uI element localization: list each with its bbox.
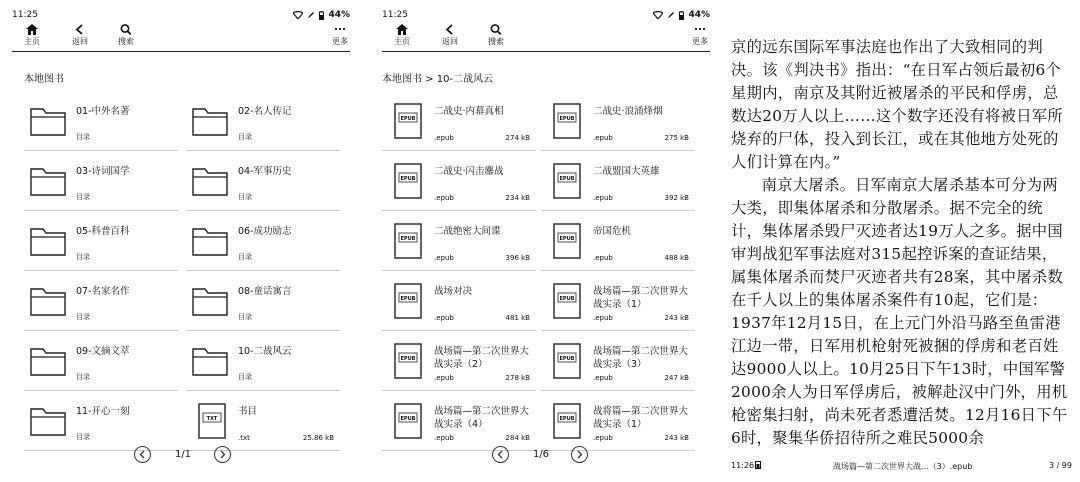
item-type: 目录 [238,373,252,381]
prev-page-button[interactable] [492,446,509,463]
epub-file-icon [553,283,581,323]
file-type-badge: EPUB [400,176,416,182]
item-name: 战场篇—第二次世界大战实录（4） [434,406,530,430]
folder-icon [192,166,228,200]
epub-file-icon [394,223,422,263]
book-tile[interactable] [382,211,536,271]
item-type: .epub [434,314,454,322]
folder-icon [192,346,228,380]
text-paragraph: 京的远东国际军事法庭也作出了大致相同的判决。该《判决书》指出：“在日军占领后最初6个星期内，南京及其附近被屠杀的平民和俘虏，总数达20万人以上……这个数字还没有将被日军所烧弃的尸体，投入到长江，或在其他地方处死的人们计算在内。” [731,38,1064,171]
folder-tile[interactable] [24,211,178,271]
book-tile[interactable] [382,331,536,391]
book-tile[interactable] [186,391,340,451]
item-type: 目录 [238,193,252,201]
item-name: 二战绝密大间谍 [434,226,501,237]
search-button[interactable] [108,24,144,47]
item-name: 07-名家名作 [76,286,130,297]
next-page-button[interactable] [571,446,588,463]
item-name: 战场对决 [434,286,473,297]
epub-file-icon [394,163,422,203]
reader-book-title: 战场篇—第二次世界大战...（3）.epub [833,462,973,471]
item-type: .epub [593,134,613,142]
status-bar [12,10,350,24]
book-tile[interactable] [382,151,536,211]
book-tile[interactable] [541,391,695,451]
home-label: 主页 [394,37,410,46]
folder-icon [192,226,228,260]
item-name: 03-诗词国学 [76,166,130,177]
reading-page-text [731,36,1071,450]
folder-icon [192,286,228,320]
more-button[interactable] [682,24,718,47]
epub-file-icon [394,283,422,323]
file-type-badge: TXT [206,416,218,422]
item-size: 243 kB [664,314,689,322]
toolbar [12,24,350,52]
book-tile[interactable] [541,271,695,331]
item-type: .epub [434,134,454,142]
folder-tile[interactable] [186,271,340,331]
item-size: 274 kB [505,134,530,142]
file-type-badge: EPUB [559,296,575,302]
file-type-badge: EPUB [400,296,416,302]
text-paragraph: 南京大屠杀。日军南京大屠杀基本可分为两大类，即集体屠杀和分散屠杀。据不完全的统计，集体屠杀毁尸灭迹者达19万人之多。据中国审判战犯军事法庭对315起控诉案的查证结果，属集体屠杀而焚尸灭迹者共有28案，其中屠杀数在千人以上的集体屠杀案件有10起，它们是：1937年12月15日，在上元门外沿马路至鱼雷港江边一带，日军用机枪射死被捆的俘虏和老百姓达9000人以上。10月25日下午13时，中国军警2000余人为日军俘虏后，被解赴汉中门外，用机枪密集扫射，尚未死者悉遭活焚。12月16日下午6时，聚集华侨招待所之难民5000余 [731,176,1068,447]
item-name: 01-中外名著 [76,106,130,117]
folder-tile[interactable] [24,91,178,151]
book-tile[interactable] [382,271,536,331]
book-tile[interactable] [541,211,695,271]
search-icon [478,24,514,35]
item-name: 战场篇—第二次世界大战实录（3） [593,346,689,370]
epub-file-icon [553,223,581,263]
pagination [0,446,360,464]
battery-level: 44% [328,10,350,20]
page-indicator: 1/1 [174,449,192,460]
item-name: 06-成功励志 [238,226,292,237]
item-size: 488 kB [664,254,689,262]
search-label: 搜索 [488,37,504,46]
wifi-icon [653,11,663,19]
chevron-left-icon [62,24,98,35]
wifi-icon [293,11,303,19]
txt-file-icon [198,403,226,443]
chevron-left-icon [432,24,468,35]
breadcrumb[interactable]: 本地图书 > 10-二战风云 [382,74,494,85]
reader-page-number: 3 / 99 [1048,461,1072,470]
item-type: .epub [434,374,454,382]
more-label: 更多 [332,37,348,46]
battery-level: 44% [688,10,710,20]
folder-tile[interactable] [186,211,340,271]
item-type: .epub [593,314,613,322]
more-label: 更多 [692,37,708,46]
item-name: 09-文摘文萃 [76,346,130,357]
item-type: 目录 [76,373,90,381]
epub-file-icon [394,403,422,443]
page-indicator: 1/6 [532,449,550,460]
status-time: 11:25 [12,10,38,20]
item-name: 08-童话寓言 [238,286,292,297]
file-type-badge: EPUB [400,116,416,122]
file-type-badge: EPUB [400,356,416,362]
book-tile[interactable] [382,91,536,151]
item-type: 目录 [238,133,252,141]
more-icon [682,24,718,35]
book-tile[interactable] [382,391,536,451]
item-name: 二战史·浪涌烽烟 [593,106,663,117]
item-name: 书目 [238,406,258,417]
item-type: 目录 [238,253,252,261]
folder-icon [192,106,228,140]
item-size: 247 kB [664,374,689,382]
item-type: 目录 [76,133,90,141]
item-type: .epub [593,434,613,442]
more-icon [322,24,358,35]
item-name: 二战史·闪击鏖战 [434,166,504,177]
epub-file-icon [553,103,581,143]
status-bar [382,10,710,24]
item-type: .epub [593,374,613,382]
reader-time: 11:26 [731,461,755,470]
home-button[interactable] [384,24,420,47]
item-size: 284 kB [505,434,530,442]
folder-icon [30,346,66,380]
folder-tile[interactable] [24,391,178,451]
book-tile[interactable] [541,151,695,211]
folder-icon [30,166,66,200]
item-type: .txt [238,434,250,442]
home-icon [384,24,420,35]
item-size: 25.86 kB [302,434,334,442]
file-type-badge: EPUB [559,176,575,182]
battery-icon [319,11,324,20]
battery-icon [679,11,684,20]
item-size: 275 kB [664,134,689,142]
breadcrumb[interactable]: 本地图书 [24,74,64,85]
pen-icon [307,11,315,19]
item-type: .epub [434,434,454,442]
item-type: 目录 [238,313,252,321]
file-type-badge: EPUB [559,416,575,422]
epub-file-icon [553,403,581,443]
reader-screen[interactable] [723,0,1080,482]
folder-icon [30,226,66,260]
item-name: 战将篇—第二次世界大战实录（1） [593,406,689,430]
item-name: 战场篇—第二次世界大战实录（2） [434,346,530,370]
item-size: 234 kB [505,194,530,202]
search-label: 搜索 [118,37,134,46]
folder-tile[interactable] [186,331,340,391]
battery-icon [755,461,761,471]
pen-icon [667,11,675,19]
search-button[interactable] [478,24,514,47]
item-name: 02-名人传记 [238,106,292,117]
back-button[interactable] [62,24,98,47]
epub-file-icon [553,163,581,203]
item-name: 战场篇—第二次世界大战实录（1） [593,286,689,310]
item-name: 二战史·内幕真相 [434,106,504,117]
folder-tile[interactable] [24,271,178,331]
more-button[interactable] [322,24,358,47]
item-type: .epub [434,194,454,202]
next-page-button[interactable] [214,446,231,463]
search-icon [108,24,144,35]
folder-screen [370,0,720,482]
folder-tile[interactable] [24,331,178,391]
item-size: 481 kB [505,314,530,322]
item-type: 目录 [76,433,90,441]
folder-tile[interactable] [186,91,340,151]
item-name: 二战盟国大英雄 [593,166,660,177]
home-button[interactable] [14,24,50,47]
item-name: 05-科普百科 [76,226,130,237]
item-type: 目录 [76,193,90,201]
epub-file-icon [394,103,422,143]
item-type: 目录 [76,313,90,321]
folder-icon [30,106,66,140]
book-tile[interactable] [541,331,695,391]
epub-file-icon [553,343,581,383]
item-size: 396 kB [505,254,530,262]
item-name: 10-二战风云 [238,346,292,357]
back-button[interactable] [432,24,468,47]
folder-icon [30,286,66,320]
home-label: 主页 [24,37,40,46]
status-time: 11:25 [382,10,408,20]
toolbar [382,24,710,52]
reader-footer [731,461,1074,473]
file-type-badge: EPUB [400,416,416,422]
item-name: 04-军事历史 [238,166,292,177]
item-type: .epub [593,254,613,262]
book-tile[interactable] [541,91,695,151]
back-label: 返回 [442,37,458,46]
item-size: 278 kB [505,374,530,382]
pagination [370,446,720,464]
item-type: .epub [593,194,613,202]
folder-icon [30,406,66,440]
epub-file-icon [394,343,422,383]
prev-page-button[interactable] [134,446,151,463]
library-screen [0,0,360,482]
item-size: 243 kB [664,434,689,442]
file-type-badge: EPUB [559,356,575,362]
item-type: .epub [434,254,454,262]
item-size: 392 kB [664,194,689,202]
item-name: 11-开心一刻 [76,406,130,417]
folder-tile[interactable] [186,151,340,211]
item-name: 帝国危机 [593,226,632,237]
item-type: 目录 [76,253,90,261]
file-type-badge: EPUB [400,236,416,242]
file-type-badge: EPUB [559,236,575,242]
file-type-badge: EPUB [559,116,575,122]
home-icon [14,24,50,35]
folder-tile[interactable] [24,151,178,211]
back-label: 返回 [72,37,88,46]
